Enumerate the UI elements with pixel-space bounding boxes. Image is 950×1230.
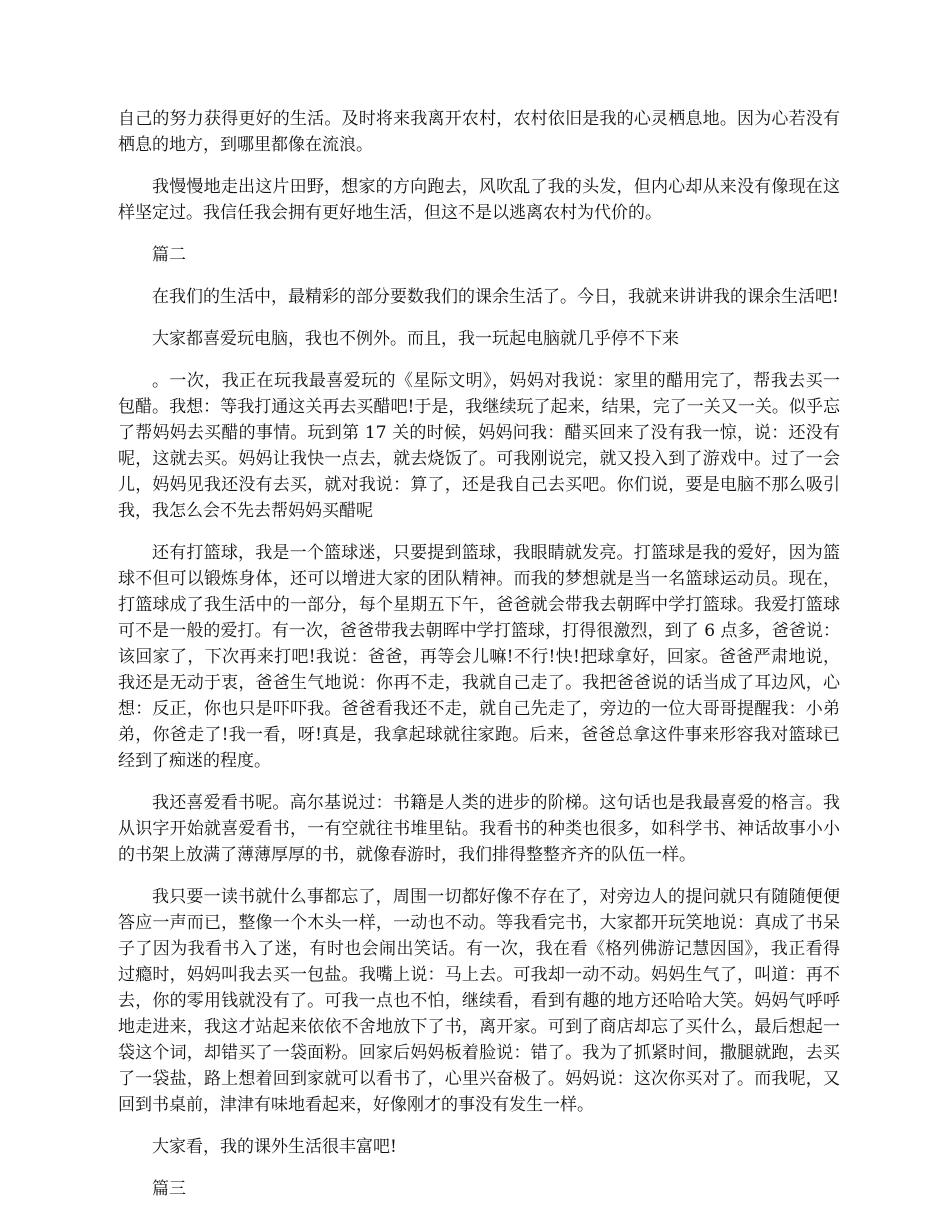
paragraph-5: 。一次，我正在玩我最喜爱玩的《星际文明》，妈妈对我说：家里的醋用完了，帮我去买一包醋。我想：等我打通这关再去买醋吧!于是，我继续玩了起来，结果，完了一关又一关。似乎忘了帮妈妈去买醋的事情。玩到第 17 关的时候，妈妈问我：醋买回来了没有我一惊，说：还没有呢，这就去买。妈妈让我快一点去，就去烧饭了。可我刚说完，就又投入到了游戏中。过了一会儿，妈妈见我还没有去买，就对我说：算了，还是我自己去买吧。你们说，要是电脑不那么吸引我，我怎么会不先去帮妈妈买醋呢 bbox=[118, 371, 840, 521]
paragraph-1: 自己的努力获得更好的生活。及时将来我离开农村，农村依旧是我的心灵栖息地。因为心若没有栖息的地方，到哪里都像在流浪。 bbox=[118, 109, 840, 155]
paragraph-9: 大家看，我的课外生活很丰富吧! bbox=[152, 1137, 397, 1157]
document-page bbox=[118, 106, 840, 1218]
paragraph-7: 我还喜爱看书呢。高尔基说过：书籍是人类的进步的阶梯。这句话也是我最喜爱的格言。我从识字开始就喜爱看书，一有空就往书堆里钻。我看书的种类也很多，如科学书、神话故事小小的书架上放满了薄薄厚厚的书，就像春游时，我们排得整整齐齐的队伍一样。 bbox=[118, 793, 840, 865]
paragraph-6: 还有打篮球，我是一个篮球迷，只要提到篮球，我眼睛就发亮。打篮球是我的爱好，因为篮球不但可以锻炼身体，还可以增进大家的团队精神。而我的梦想就是当一名篮球运动员。现在，打篮球成了我生活中的一部分，每个星期五下午，爸爸就会带我去朝晖中学打篮球。我爱打篮球可不是一般的爱打。有一次，爸爸带我去朝晖中学打篮球，打得很激烈，到了 6 点多，爸爸说：该回家了，下次再来打吧!我说：爸爸，再等会儿嘛!不行!快!把球拿好，回家。爸爸严肃地说，我还是无动于衷，爸爸生气地说：你再不走，我就自己走了。我把爸爸说的话当成了耳边风，心想：反正，你也只是吓吓我。爸爸看我还不走，就自己先走了，旁边的一位大哥哥提醒我：小弟弟，你爸走了!我一看，呀!真是，我拿起球就往家跑。后来，爸爸总拿这件事来形容我对篮球已经到了痴迷的程度。 bbox=[118, 543, 840, 771]
paragraph-4: 大家都喜爱玩电脑，我也不例外。而且，我一玩起电脑就几乎停不下来 bbox=[152, 329, 679, 349]
section-heading-3: 篇三 bbox=[152, 1179, 186, 1199]
paragraph-2: 我慢慢地走出这片田野，想家的方向跑去，风吹乱了我的头发，但内心却从来没有像现在这样坚定过。我信任我会拥有更好地生活，但这不是以逃离农村为代价的。 bbox=[118, 177, 840, 223]
paragraph-8: 我只要一读书就什么事都忘了，周围一切都好像不存在了，对旁边人的提问就只有随随便便答应一声而已，整像一个木头一样，一动也不动。等我看完书，大家都开玩笑地说：真成了书呆子了因为我看书入了迷，有时也会闹出笑话。有一次，我在看《格列佛游记慧因国》，我正看得过瘾时，妈妈叫我去买一包盐。我嘴上说：马上去。可我却一动不动。妈妈生气了，叫道：再不去，你的零用钱就没有了。可我一点也不怕，继续看，看到有趣的地方还哈哈大笑。妈妈气呼呼地走进来，我这才站起来依依不舍地放下了书，离开家。可到了商店却忘了买什么，最后想起一袋这个词，却错买了一袋面粉。回家后妈妈板着脸说：错了。我为了抓紧时间，撒腿就跑，去买了一袋盐，路上想着回到家就可以看书了，心里兴奋极了。妈妈说：这次你买对了。而我呢，又回到书桌前，津津有味地看起来，好像刚才的事没有发生一样。 bbox=[118, 887, 840, 1115]
section-heading-2: 篇二 bbox=[152, 245, 186, 265]
paragraph-3: 在我们的生活中，最精彩的部分要数我们的课余生活了。今日，我就来讲讲我的课余生活吧! bbox=[152, 287, 839, 307]
